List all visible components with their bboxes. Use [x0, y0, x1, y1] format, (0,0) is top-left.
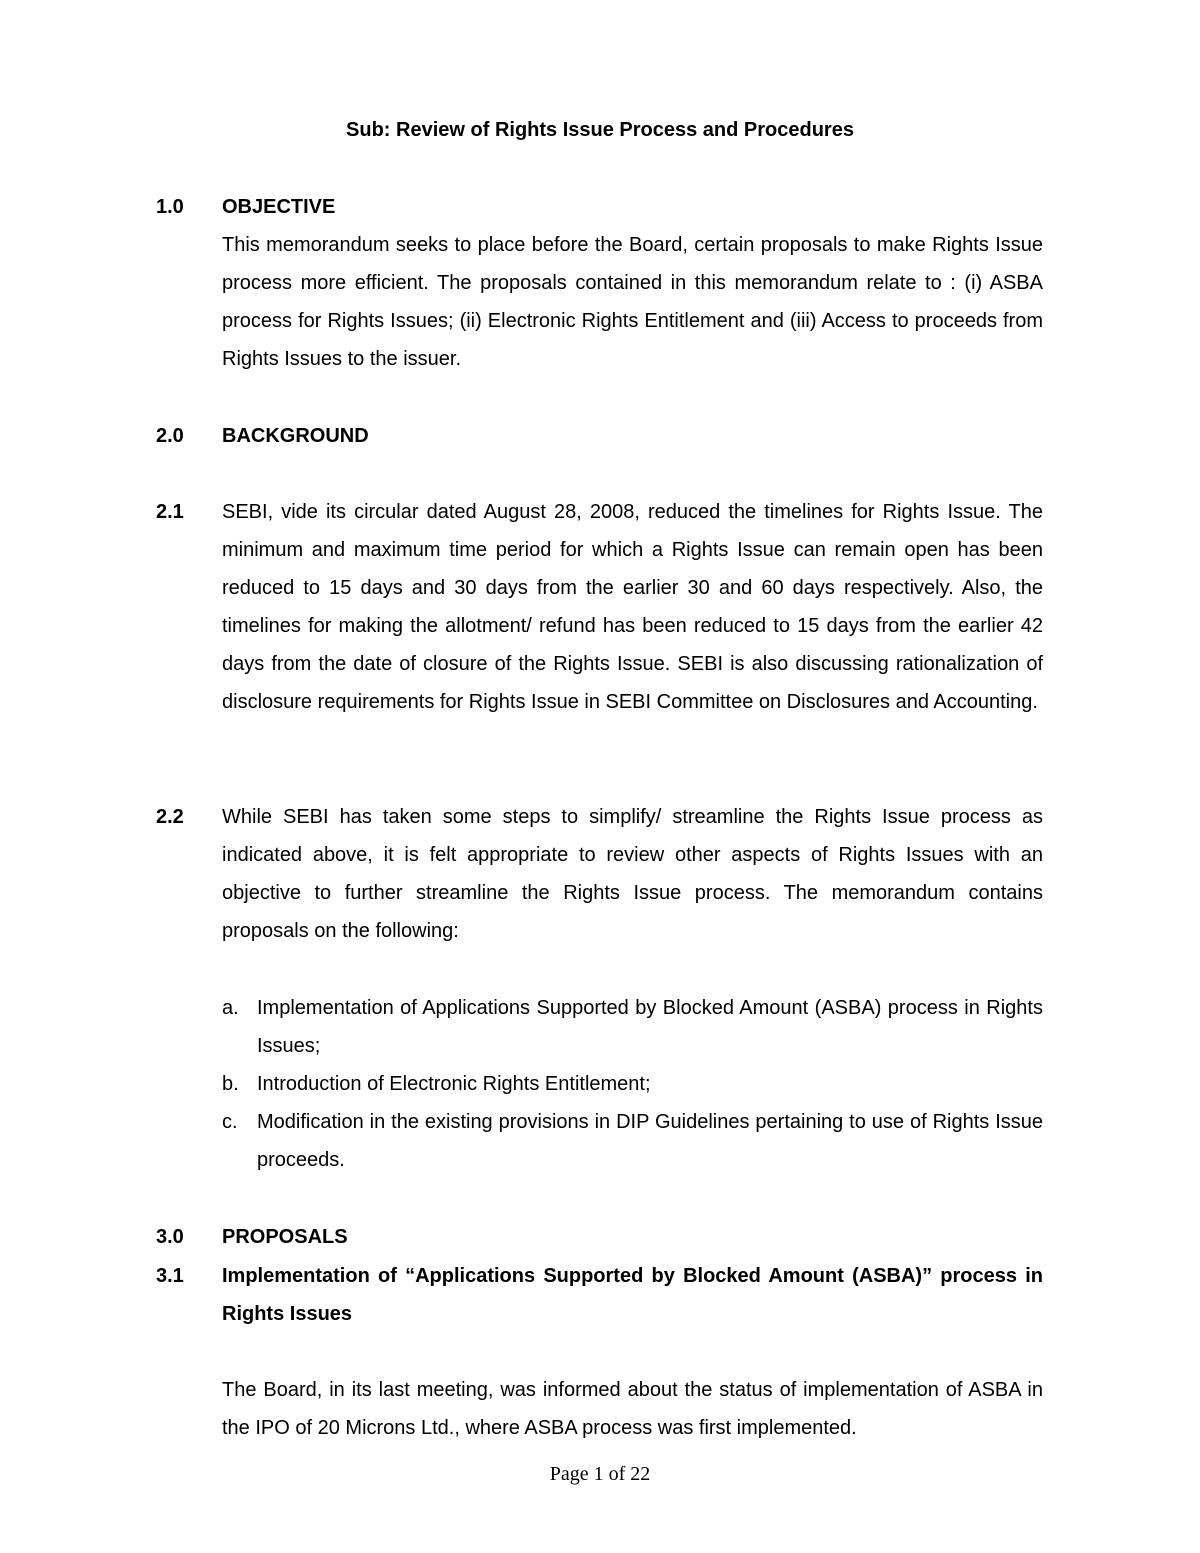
section-number: 2.0: [156, 425, 184, 447]
objective-paragraph: This memorandum seeks to place before the Board, certain proposals to make Rights Issue process more efficient. The proposals contained in this memorandum relate to : (i) ASBA process for Rights Issues; (ii) Electronic Rights Entitlement and (iii) Access to proceeds from Rights Issues to the issuer.: [222, 234, 1043, 370]
section-heading-objective: [156, 193, 1056, 221]
proposal-list: [222, 989, 1043, 1179]
subject-line: Sub: Review of Rights Issue Process and Procedures: [346, 119, 854, 141]
paragraph-number-2-2: 2.2: [156, 806, 184, 828]
subsection-title-3-1: Implementation of “Applications Supported by Blocked Amount (ASBA)” process in Rights Issues: [222, 1265, 1043, 1325]
list-item: [222, 989, 1043, 1065]
paragraph-2-2: While SEBI has taken some steps to simplify/ streamline the Rights Issue process as indicated above, it is felt appropriate to review other aspects of Rights Issues with an objective to further streamline the Rights Issue process. The memorandum contains proposals on the following:: [222, 806, 1043, 942]
list-marker: a.: [222, 997, 239, 1019]
list-item-text: Implementation of Applications Supported by Blocked Amount (ASBA) process in Rights Issues;: [257, 997, 1043, 1057]
section-number: 1.0: [156, 196, 184, 218]
page-footer: Page 1 of 22: [549, 1463, 651, 1485]
paragraph-number-2-1: 2.1: [156, 501, 184, 523]
section-number: 3.0: [156, 1226, 184, 1248]
paragraph-number-3-1: 3.1: [156, 1265, 184, 1287]
section-heading-background: [156, 422, 1056, 450]
paragraph-2-1: SEBI, vide its circular dated August 28, 2008, reduced the timelines for Rights Issue. The minimum and maximum time period for which a Rights Issue can remain open has been reduced to 15 days and 30 days from the earlier 30 and 60 days respectively. Also, the timelines for making the allotment/ refund has been reduced to 15 days from the earlier 42 days from the date of closure of the Rights Issue. SEBI is also discussing rationalization of disclosure requirements for Rights Issue in SEBI Committee on Disclosures and Accounting.: [222, 501, 1043, 713]
list-item-text: Introduction of Electronic Rights Entitlement;: [257, 1073, 651, 1095]
list-item: [222, 1103, 1043, 1179]
paragraph-3-1: The Board, in its last meeting, was informed about the status of implementation of ASBA in the IPO of 20 Microns Ltd., where ASBA process was first implemented.: [222, 1379, 1043, 1439]
section-title: OBJECTIVE: [222, 196, 336, 218]
section-heading-proposals: [156, 1223, 1056, 1251]
list-item: [222, 1065, 1043, 1103]
section-title: PROPOSALS: [222, 1226, 348, 1248]
section-title: BACKGROUND: [222, 425, 369, 447]
list-item-text: Modification in the existing provisions in DIP Guidelines pertaining to use of Rights Issue proceeds.: [257, 1111, 1043, 1171]
list-marker: c.: [222, 1111, 238, 1133]
list-marker: b.: [222, 1073, 239, 1095]
